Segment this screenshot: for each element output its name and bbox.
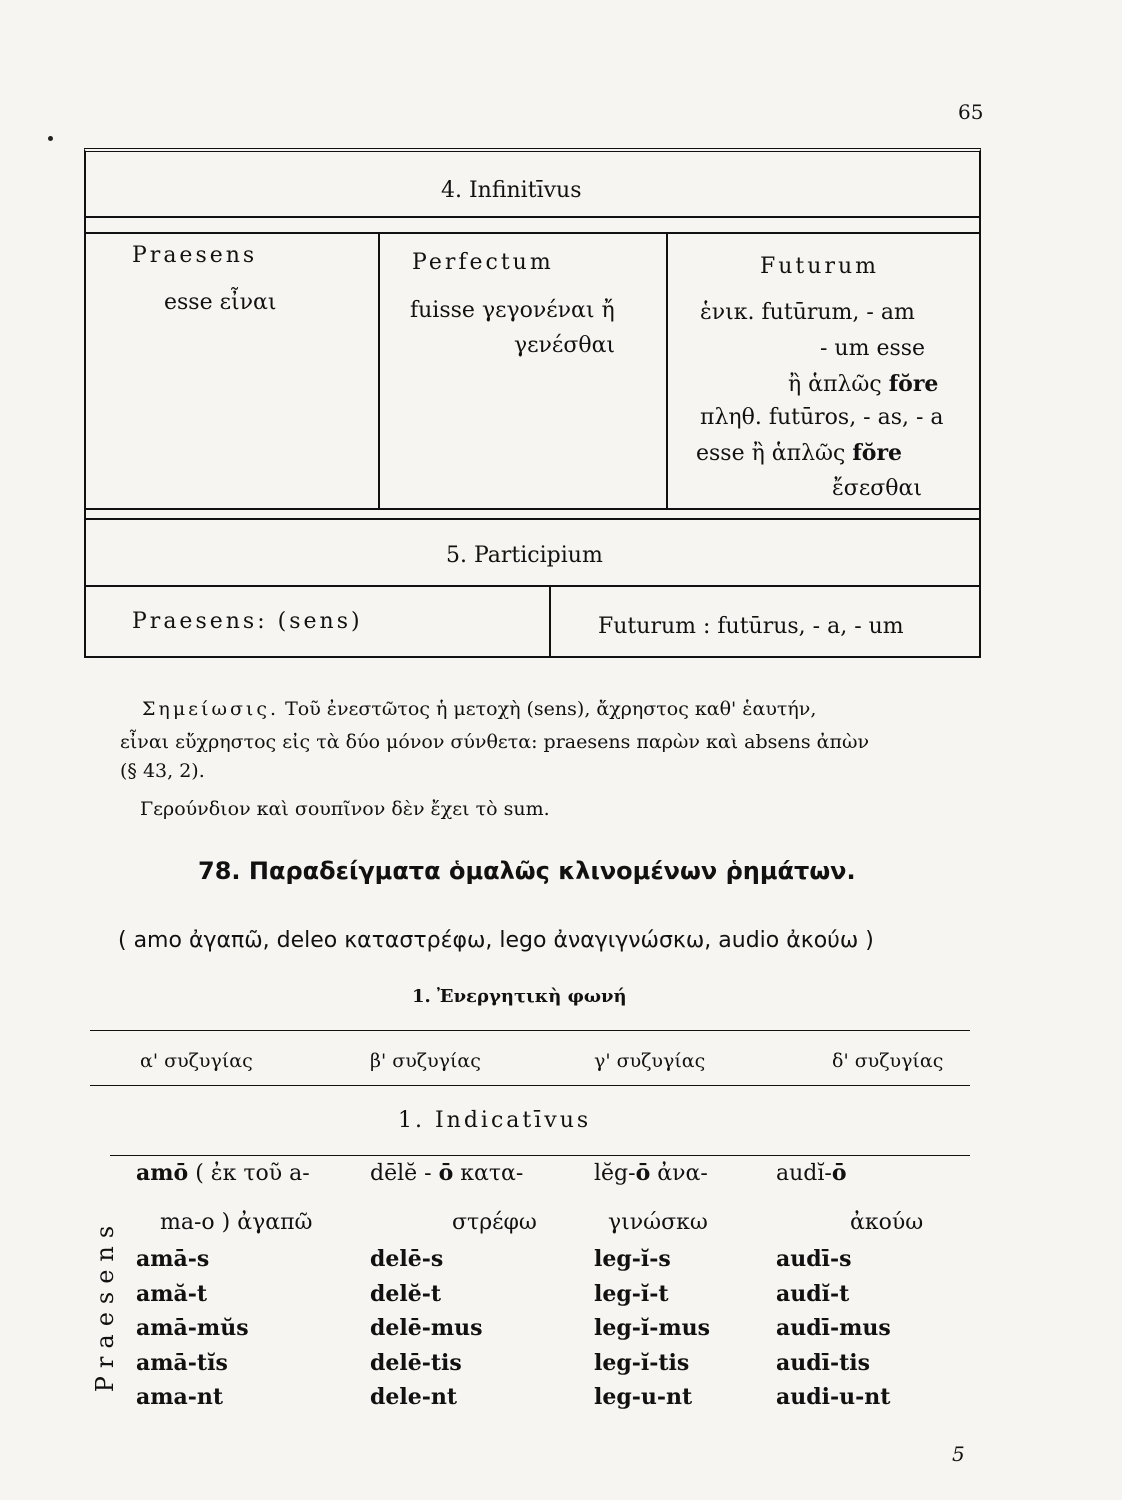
paradigm-cell: audi-u-nt	[776, 1384, 891, 1410]
paradigm-cell: delē-mus	[370, 1315, 483, 1341]
paradigm-cell: audĭ-ō	[776, 1160, 847, 1186]
futurum-infinitive-line: πληθ. futūros, - as, - a	[700, 405, 944, 430]
note-line: εἶναι εὔχρηστος εἰς τὰ δύο μόνον σύνθετα: praesens παρὼν καὶ absens ἀπὼν	[120, 731, 870, 753]
section-title: 78. Παραδείγματα ὁμαλῶς κλινομένων ῥημάτων.	[198, 857, 856, 885]
infinitive-table	[84, 148, 981, 658]
paradigm-cell: dēlĕ - ō κατα-	[370, 1160, 524, 1186]
verbs-line: ( amo ἀγαπῶ, deleo καταστρέφω, lego ἀναγιγνώσκω, audio ἀκούω )	[118, 928, 874, 953]
paradigm-cell: amō ( ἐκ τοῦ a-	[136, 1160, 310, 1186]
infinitivus-header: 4. Infinitīvus	[441, 178, 582, 203]
perfectum-infinitive-line: γενέσθαι	[514, 333, 616, 358]
stray-mark	[48, 136, 53, 141]
paradigm-cell: audĭ-t	[776, 1281, 850, 1307]
futurum-infinitive-line: - um esse	[820, 336, 926, 361]
footer-number: 5	[952, 1442, 965, 1466]
paradigm-cell: leg-ĭ-t	[594, 1281, 669, 1307]
table-col-rule	[666, 232, 668, 508]
paradigm-cell: leg-ĭ-tis	[594, 1350, 690, 1376]
paradigm-cell: leg-ĭ-s	[594, 1246, 671, 1272]
paradigm-cell: ma-o ) ἀγαπῶ	[160, 1210, 313, 1235]
gerund-note: Γερούνδιον καὶ σουπῖνον δὲν ἔχει τὸ sum.	[140, 798, 550, 820]
table-rule	[84, 232, 981, 234]
paradigm-cell: lĕg-ō ἀνα-	[594, 1160, 708, 1186]
voice-title: 1. Ἐνεργητικὴ φωνή	[412, 986, 627, 1007]
table-rule	[84, 216, 981, 218]
conjugation-label: γ' συζυγίας	[594, 1050, 706, 1072]
paradigm-cell: γινώσκω	[608, 1210, 708, 1235]
table-rule	[84, 508, 981, 510]
praesens-infinitive: esse εἶναι	[164, 290, 277, 315]
paradigm-cell: amā-mŭs	[136, 1315, 249, 1341]
participle-praesens: Praesens: (sens)	[132, 609, 363, 634]
paradigm-cell: audī-mus	[776, 1315, 891, 1341]
futurum-infinitive-line: ἢ ἁπλῶς fŏre	[788, 371, 939, 397]
note-line: Σημείωσις. Τοῦ ἐνεστῶτος ἡ μετοχὴ (sens), ἄχρηστος καθ' ἑαυτήν,	[142, 698, 817, 720]
futurum-infinitive-line: ἔσεσθαι	[832, 476, 922, 501]
table-rule	[84, 585, 981, 587]
rule	[90, 1030, 970, 1031]
paradigm-cell: audī-s	[776, 1246, 852, 1272]
paradigm-cell: amā-tĭs	[136, 1350, 228, 1376]
futurum-header: Futurum	[760, 254, 879, 279]
table-rule	[84, 518, 981, 520]
note-line: (§ 43, 2).	[120, 760, 205, 782]
perfectum-infinitive-line: fuisse γεγονέναι ἤ	[410, 298, 615, 323]
page-number: 65	[958, 100, 984, 124]
tense-label: Praesens	[91, 1217, 119, 1393]
rule	[90, 1085, 970, 1086]
paradigm-cell: dele-nt	[370, 1384, 458, 1410]
paradigm-cell: στρέφω	[452, 1210, 537, 1235]
paradigm-cell: amă-t	[136, 1281, 208, 1307]
paradigm-cell: ἀκούω	[850, 1210, 924, 1235]
conjugation-label: δ' συζυγίας	[832, 1050, 944, 1072]
participle-futurum: Futurum : futūrus, - a, - um	[598, 614, 904, 639]
table-col-rule	[378, 232, 380, 508]
praesens-header: Praesens	[132, 243, 258, 268]
paradigm-cell: delē-tis	[370, 1350, 462, 1376]
perfectum-header: Perfectum	[412, 250, 554, 275]
conjugation-label: β' συζυγίας	[370, 1050, 481, 1072]
paradigm-cell: delē-s	[370, 1246, 444, 1272]
paradigm-cell: leg-u-nt	[594, 1384, 693, 1410]
futurum-infinitive-line: ἑνικ. futūrum, - am	[700, 300, 915, 325]
table-col-rule	[549, 585, 551, 658]
conjugation-label: α' συζυγίας	[140, 1050, 253, 1072]
paradigm-cell: delĕ-t	[370, 1281, 442, 1307]
futurum-infinitive-line: esse ἢ ἁπλῶς fŏre	[696, 440, 903, 466]
paradigm-cell: audī-tis	[776, 1350, 871, 1376]
rule	[110, 1155, 970, 1156]
paradigm-cell: amā-s	[136, 1246, 210, 1272]
paradigm-cell: leg-ĭ-mus	[594, 1315, 711, 1341]
participium-header: 5. Participium	[446, 543, 603, 568]
paradigm-cell: ama-nt	[136, 1384, 224, 1410]
indicativus-title: 1. Indicatīvus	[398, 1108, 592, 1133]
